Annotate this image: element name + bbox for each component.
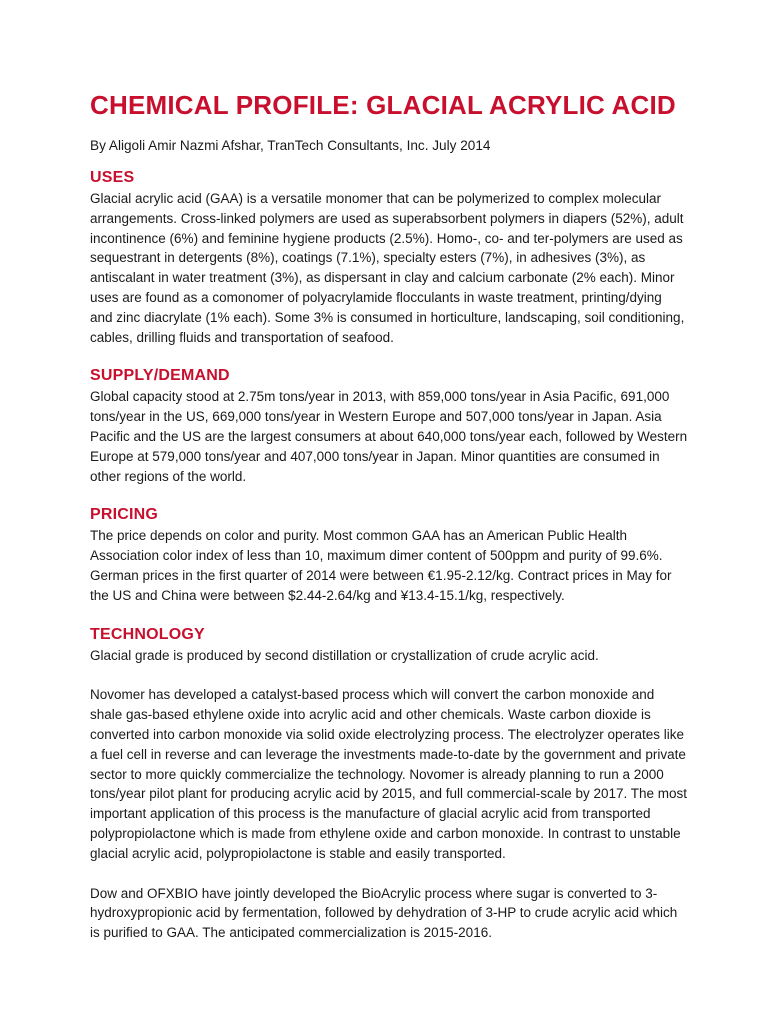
section-heading: TECHNOLOGY (90, 625, 205, 643)
section-technology (90, 624, 688, 943)
paragraph: The price depends on color and purity. Most common GAA has an American Public Health Association color index of less than 10, maximum dimer content of 500ppm and purity of 99.6%. German prices in the first quarter of 2014 were between €1.95-2.12/kg. Contract prices in May for the US and China were between $2.44-2.64/kg and ¥13.4-15.1/kg, respectively. (90, 528, 672, 603)
section-heading: USES (90, 169, 135, 186)
section-uses (90, 167, 688, 347)
byline: By Aligoli Amir Nazmi Afshar, TranTech Consultants, Inc. July 2014 (90, 138, 491, 153)
paragraph: Global capacity stood at 2.75m tons/year in 2013, with 859,000 tons/year in Asia Pacific, 691,000 tons/year in the US, 669,000 tons/year in Western Europe and 507,000 tons/year in Japan. Asia Pacific and the US are the largest consumers at about 640,000 tons/year each, followed by Western Europe at 579,000 tons/year and 407,000 tons/year in Japan. Minor quantities are consumed in other regions of the world. (90, 389, 688, 484)
section-heading: PRICING (90, 506, 159, 524)
section-heading: SUPPLY/DEMAND (90, 367, 230, 385)
paragraph: Glacial grade is produced by second distillation or crystallization of crude acrylic acid. (90, 647, 599, 663)
paragraph: Glacial acrylic acid (GAA) is a versatile monomer that can be polymerized to complex molecular arrangements. Cross-linked polymers are used as superabsorbent polymers in diapers (52%), adult incontinence (6%) and feminine hygiene products (2.5%). Homo-, co- and ter-polymers are used as sequestrant in detergents (8%), coatings (7.1%), specialty esters (7%), in adhesives (3%), as antiscalant in water treatment (3%), as dispersant in clay and calcium carbonate (2% each). Minor uses are found as a comonomer of polyacrylamide flocculants in waste treatment, printing/dying and zinc diacrylate (1% each). Some 3% is consumed in horticulture, landscaping, soil conditioning, cables, drilling fluids and transportation of seafood. (90, 191, 685, 345)
section-pricing (90, 504, 688, 605)
section-supply-demand (90, 365, 688, 486)
document-title: CHEMICAL PROFILE: GLACIAL ACRYLIC ACID (90, 90, 676, 120)
paragraph: Novomer has developed a catalyst-based process which will convert the carbon monoxide and shale gas-based ethylene oxide into acrylic acid and other chemicals. Waste carbon dioxide is converted into carbon monoxide via solid oxide electrolyzing process. The electrolyzer operates like a fuel cell in reverse and can leverage the investments made-to-date by the government and private sector to more quickly commercialize the technology. Novomer is already planning to run a 2000 tons/year pilot plant for producing acrylic acid by 2015, and full commercial-scale by 2017. The most important application of this process is the manufacture of glacial acrylic acid from transported polypropiolactone which is made from ethylene oxide and carbon monoxide. In contrast to unstable glacial acrylic acid, polypropiolactone is stable and easily transported. (90, 687, 688, 861)
paragraph: Dow and OFXBIO have jointly developed the BioAcrylic process where sugar is converted to 3-hydroxypropionic acid by fermentation, followed by dehydration of 3-HP to crude acrylic acid which is purified to GAA. The anticipated commercialization is 2015-2016. (90, 885, 678, 941)
